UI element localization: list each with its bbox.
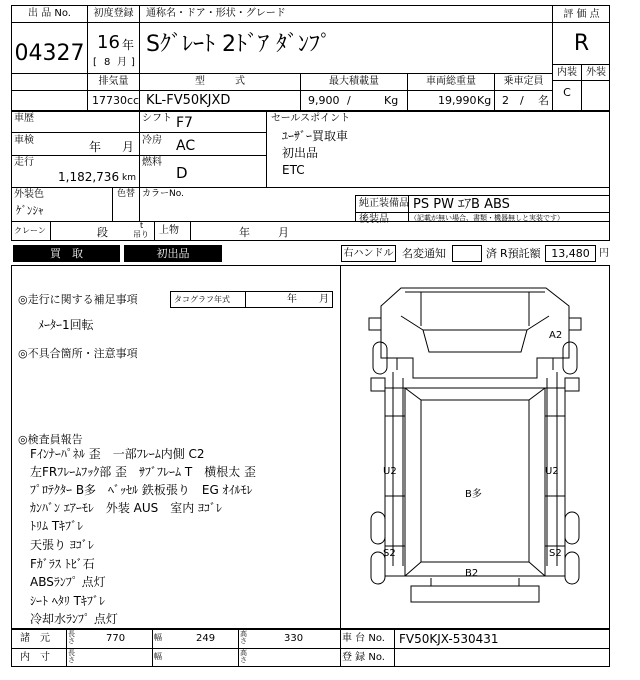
rule [11,648,610,649]
max-load-separator: / [347,94,351,107]
crane-stage: 段 [97,226,108,239]
cert-label: 済 [486,247,497,260]
height-label-2: 高さ [240,649,247,664]
buyback-tag: 買 取 [13,245,120,262]
report-line: Fｲﾝﾅｰﾊﾟﾈﾙ 歪 一部ﾌﾚｰﾑ内側 C2 [30,447,205,461]
frame-rails [393,372,557,566]
rear-right-wheel-1 [565,512,579,544]
rule [11,155,266,156]
rating-value: R [573,31,590,56]
lot-no-label: 出 品 No. [28,8,71,19]
side-gate [385,388,565,576]
rule [11,22,88,23]
report-line: ｼｰﾄ ﾍﾀﾘ Tｷﾌﾞﾚ [30,594,105,608]
ac-value: AC [176,138,196,154]
height-label: 高さ [240,630,247,645]
max-load-unit: Kg [384,94,399,107]
width-label: 幅 [154,633,162,642]
sales-point-1: ﾕｰｻﾞｰ買取車 [282,129,349,143]
truck-diagram [341,266,609,628]
front-step-left [371,378,385,391]
rule [152,629,153,667]
registration-month: 8 [104,57,111,68]
name-change-box [452,245,482,262]
rear-bumper [411,578,539,602]
dump-bed [405,388,545,576]
report-line: Fｶﾞﾗｽ ﾄﾋﾞ石 [30,557,95,571]
recycle-amount: 13,480 [545,245,596,262]
rule [154,221,155,241]
uwamono-label: 上物 [159,225,179,236]
height-value: 330 [284,633,304,644]
mark-a2: A2 [549,330,563,341]
length-value: 770 [106,633,126,644]
shosho-label: 諸 元 [20,633,50,644]
capacity-value: 2 [502,94,509,107]
rule [340,629,341,667]
mileage-label: 走行 [14,157,34,168]
gross-weight-unit: Kg [477,94,492,107]
tacho-label: タコグラフ年式 [174,295,230,304]
report-line: 左FRﾌﾚｰﾑﾌｯｸ部 歪 ｻﾌﾞﾌﾚｰﾑ T 横根太 歪 [30,465,257,479]
shift-value: F7 [176,115,193,131]
chassis-label: 車 台 No. [342,633,385,644]
first-registration-label: 初度登録 [93,8,134,19]
mark-u2-right: U2 [545,466,559,477]
gross-weight-label: 車両総重量 [426,76,476,87]
aftermarket-label: 後装品 [359,214,389,225]
report-line: ﾄﾘﾑ Tｷﾌﾞﾚ [30,519,84,533]
width-label-2: 幅 [154,652,162,661]
gross-weight-value: 19,990 [438,94,477,107]
recycle-label: R預託額 [500,247,541,260]
report-line: ｶﾝﾊﾞﾝ ｴｱｰﾓﾚ 外装 AUS 室内 ﾖｺﾞﾚ [30,501,223,515]
rule [11,90,552,91]
first-listing-tag: 初出品 [124,245,222,262]
sales-points-label: セールスポイント [271,113,351,124]
displacement-unit: cc [127,94,140,107]
displacement-value: 17730 [92,94,127,107]
side-gate-hinges [385,416,565,546]
rule [238,629,239,667]
cab-outline [381,288,569,378]
report-line: 天張り ﾖｺﾞﾚ [30,538,94,552]
equipment-value: PS PW ｴｱB ABS [413,197,510,212]
rule [139,111,140,221]
registration-label: 登 録 No. [342,652,385,663]
rule [66,629,67,667]
displacement-label: 排気量 [98,76,129,87]
color-change-label: 色替 [117,189,136,199]
rule [112,187,113,221]
inspection-year: 年 [89,140,102,154]
uwamono-year: 年 [239,226,250,239]
rule [245,291,246,308]
model-value: KL-FV50KJXD [146,93,231,108]
rule [552,22,610,23]
crane-ton: t [140,221,144,230]
capacity-separator: / [520,94,524,107]
mark-b-many: B多 [465,489,482,500]
inspector-label: ◎検査員報告 [18,433,83,446]
capacity-label: 乗車定員 [503,76,544,87]
aftermarket-note: （記載が無い場合、書類・機器無しと実装です） [410,214,564,222]
report-line: ﾌﾟﾛﾃｸﾀｰ B多 ﾍﾞｯｾﾙ 鉄板張り EG ｵｲﾙﾓﾚ [30,483,253,497]
rule [266,111,267,187]
max-load-value: 9,900 [308,94,340,107]
rear-right-wheel-2 [565,552,579,584]
rule [139,5,140,73]
width-value: 249 [196,633,216,644]
rule [355,212,610,213]
color-code-label: カラーNo. [142,189,184,199]
fuel-label: 燃料 [142,157,162,168]
fuel-value: D [176,164,188,182]
mark-u2-left: U2 [383,466,397,477]
rule [50,221,51,241]
rule [11,132,266,133]
mirror-left [369,318,381,330]
rhd-label: 右ハンドル [341,245,396,262]
exterior-color-label: 外装色 [14,189,44,200]
rule [87,22,552,23]
registration-month-unit: 月 [117,57,127,68]
shift-label: シフト [142,113,172,124]
length-label: 長さ [68,630,75,645]
history-label: 車歴 [14,113,34,124]
rule [11,187,610,188]
crane-lift: 吊り [133,230,149,239]
tacho-month: 月 [319,294,329,305]
rear-left-wheel-1 [371,512,385,544]
inspection-month: 月 [122,140,135,154]
capacity-unit: 名 [538,94,549,107]
inspection-label: 車検 [14,135,34,146]
lot-no: 04327 [14,41,85,66]
mark-s2-left: S2 [383,548,396,559]
rule [11,73,552,74]
sales-point-3: ETC [282,163,305,177]
rating-label: 評 価 点 [563,9,600,20]
registration-year-unit: 年 [122,38,135,52]
rule [190,221,191,241]
sales-point-2: 初出品 [282,146,319,160]
tacho-year: 年 [287,294,297,305]
mark-b2: B2 [465,568,479,579]
naisun-label: 内 寸 [20,652,50,663]
mirror-right [569,318,581,330]
report-line: 冷却水ﾗﾝﾌﾟ 点灯 [30,612,118,626]
length-label-2: 長さ [68,649,75,664]
rule [552,80,610,81]
registration-year: 16 [97,32,120,53]
rule [394,629,395,667]
cab-roof [405,292,545,326]
rule [355,195,356,221]
max-load-label: 最大積載量 [329,76,379,87]
month-bracket-close: ] [131,57,135,68]
model-label: 型 式 [195,76,245,87]
mileage-value: 1,182,736 [58,170,120,184]
windshield [423,330,527,352]
cab-inner [397,316,553,370]
recycle-unit: 円 [599,248,609,259]
chassis-value: FV50KJX-530431 [399,632,499,646]
grade-label: 通称名・ドア・形状・グレード [146,8,286,19]
crane-label: クレーン [14,226,46,235]
mileage-notes-label: ◎走行に関する補足事項 [18,293,138,306]
front-step-right [565,378,579,391]
exterior-label: 外装 [586,67,606,78]
interior-label: 内装 [557,67,577,78]
interior-value: C [563,86,571,99]
uwamono-month: 月 [278,226,289,239]
mark-s2-right: S2 [549,548,562,559]
ac-label: 冷房 [142,135,162,146]
bed-front [405,388,545,576]
defects-label: ◎不具合箇所・注意事項 [18,347,138,360]
month-bracket-open: [ [93,57,97,68]
report-line: ABSﾗﾝﾌﾟ 点灯 [30,575,106,589]
exterior-color-value: ｹﾞﾝｼｬ [16,204,44,217]
rule [355,195,610,196]
vehicle-title: Sｸﾞﾚｰﾄ 2ﾄﾞｱ ﾀﾞﾝﾌﾟ [146,32,331,57]
mileage-note: ﾒｰﾀｰ1回転 [38,318,94,332]
mileage-unit: km [122,173,136,183]
name-change-label: 名変通知 [402,247,446,260]
equipment-label: 純正装備品 [359,198,409,209]
